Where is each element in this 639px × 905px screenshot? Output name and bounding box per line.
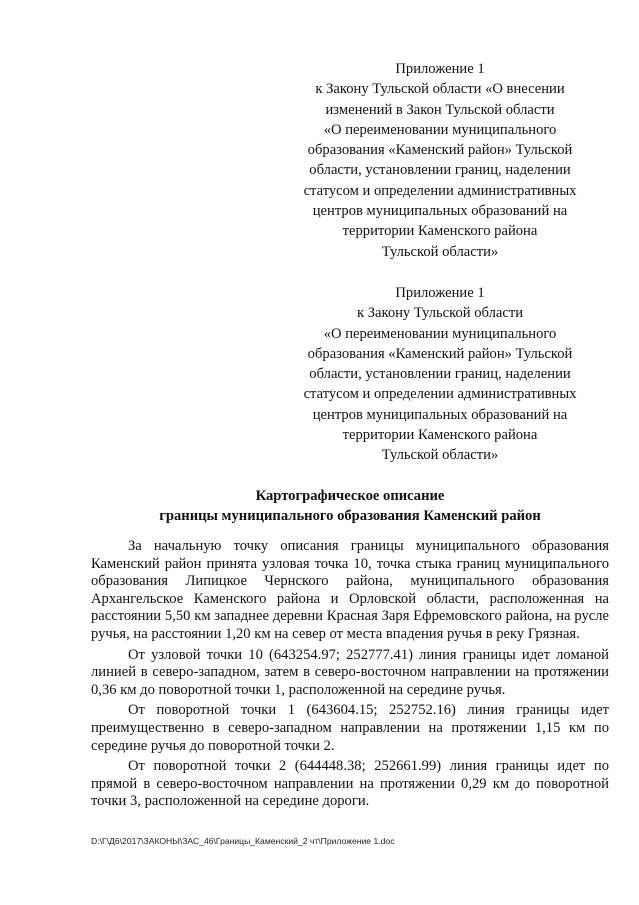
document-body	[91, 538, 609, 811]
appendix-line: к Закону Тульской области	[356, 305, 524, 322]
appendix-line: Приложение 1	[395, 61, 485, 77]
appendix-line: территории Каменского района	[342, 223, 538, 240]
body-paragraph: От узловой точки 10 (643254.97; 252777.41) линия границы идет ломаной линией в северо-западном, затем в северо-восточном направлении на протяжении 0,36 км до поворотной точки 1, расположенной на середине ручья.	[91, 646, 609, 698]
body-paragraph: От поворотной точки 1 (643604.15; 252752.16) линия границы идет преимущественно в северо-западном направлении на протяжении 1,15 км по середине ручья до поворотной точки 2.	[91, 702, 609, 754]
appendix-header-original	[290, 283, 590, 466]
appendix-line: образования «Каменский район» Тульской	[307, 142, 573, 159]
appendix-line: территории Каменского района	[342, 427, 538, 444]
appendix-line: Приложение 1	[395, 285, 485, 301]
appendix-line: статусом и определении административных	[303, 182, 577, 199]
appendix-line: статусом и определении административных	[303, 386, 577, 403]
appendix-line: Тульской области»	[381, 447, 499, 464]
appendix-line: образования «Каменский район» Тульской	[307, 345, 573, 362]
appendix-line: «О переименовании муниципального	[323, 121, 557, 138]
body-paragraph: За начальную точку описания границы муниципального образования Каменский район принята узловая точка 10, точка стыка границ муниципального образования Липицкое Чернского района, муниципального образования Архангельское Каменского района и Орловской области, расположенная на расстоянии 5,50 км западнее деревни Красная Заря Ефремовского района, на русле ручья, на расстоянии 1,20 км на север от места впадения ручья в реку Грязная.	[91, 538, 609, 642]
appendix-line: области, установлении границ, наделении	[309, 162, 571, 179]
file-path-footer: D:\Г\Д6\2017\ЗАКОНЫ\ЗАС_46\Границы_Каменский_2 чт\Приложение 1.doc	[91, 836, 395, 846]
document-title	[91, 486, 609, 527]
appendix-line: изменений в Закон Тульской области	[325, 101, 555, 118]
appendix-line: Тульской области»	[381, 243, 499, 260]
appendix-header-amended	[290, 59, 590, 262]
appendix-line: центров муниципальных образований на	[312, 203, 568, 220]
appendix-line: к Закону Тульской области «О внесении	[315, 81, 565, 98]
title-line-1: Картографическое описание	[255, 488, 445, 504]
appendix-line: «О переименовании муниципального	[323, 325, 557, 342]
appendix-line: центров муниципальных образований на	[312, 406, 568, 423]
title-line-2: границы муниципального образования Каменский район	[159, 508, 541, 525]
body-paragraph: От поворотной точки 2 (644448.38; 252661.99) линия границы идет по прямой в северо-восточном направлении на протяжении 0,29 км до поворотной точки 3, расположенной на середине дороги.	[91, 758, 609, 810]
appendix-line: области, установлении границ, наделении	[309, 366, 571, 383]
